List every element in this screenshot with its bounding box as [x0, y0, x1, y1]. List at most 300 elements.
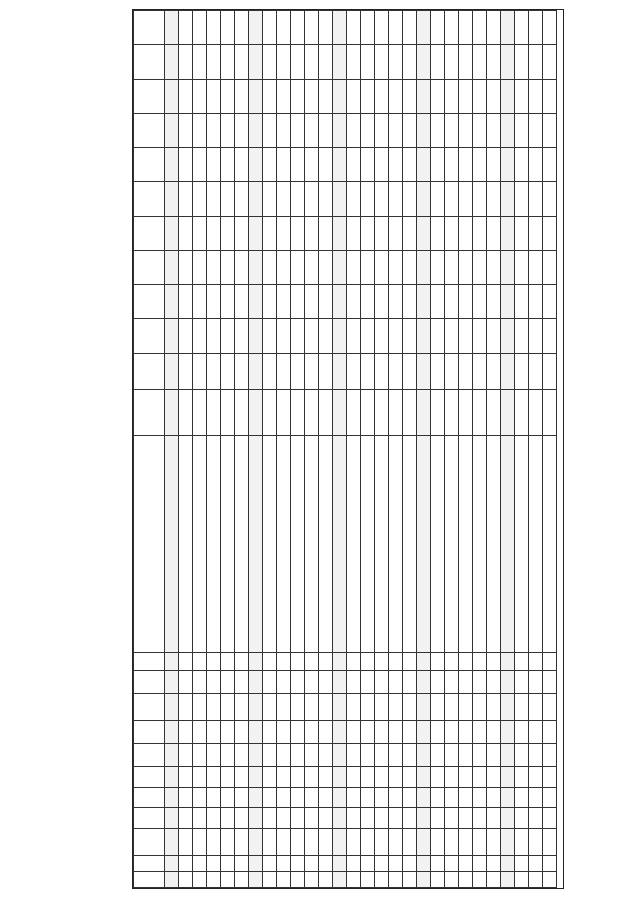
table-cell: [305, 45, 319, 79]
table-cell: [291, 182, 305, 216]
table-cell: [235, 216, 249, 250]
table-row: [403, 11, 417, 888]
table-cell: [249, 113, 263, 147]
table-cell: [193, 45, 207, 79]
table-cell: [445, 216, 459, 250]
table-cell: [263, 148, 277, 182]
table-cell: [291, 79, 305, 113]
table-cell: [529, 872, 543, 888]
table-cell: [403, 285, 417, 319]
table-cell: [277, 828, 291, 855]
table-cell: [179, 744, 193, 767]
table-cell: [221, 148, 235, 182]
table-row: [263, 11, 277, 888]
table-cell: [473, 808, 487, 829]
table-cell: [291, 721, 305, 744]
table-cell: [487, 285, 501, 319]
table-cell: [473, 11, 487, 45]
table-cell: [235, 353, 249, 390]
table-cell: [165, 45, 179, 79]
table-cell: [347, 390, 361, 436]
table-cell: [543, 721, 557, 744]
table-cell: [515, 285, 529, 319]
table-row: [333, 11, 347, 888]
table-cell: [207, 744, 221, 767]
table-cell: [361, 79, 375, 113]
table-cell: [291, 390, 305, 436]
table-cell: [487, 182, 501, 216]
table-row: [361, 11, 375, 888]
table-cell: [193, 856, 207, 872]
table-cell: [361, 872, 375, 888]
table-cell: [459, 435, 473, 652]
column-header: [134, 872, 165, 888]
table-cell: [221, 79, 235, 113]
table-cell: [277, 721, 291, 744]
table-cell: [193, 828, 207, 855]
table-cell: [459, 216, 473, 250]
table-cell: [333, 652, 347, 670]
table-cell: [515, 182, 529, 216]
table-row: [347, 11, 361, 888]
table-cell: [445, 828, 459, 855]
table-cell: [263, 250, 277, 284]
table-cell: [473, 79, 487, 113]
table-cell: [277, 216, 291, 250]
table-cell: [333, 787, 347, 808]
table-cell: [431, 787, 445, 808]
table-cell: [515, 435, 529, 652]
table-cell: [179, 828, 193, 855]
table-cell: [473, 45, 487, 79]
table-cell: [319, 285, 333, 319]
table-cell: [249, 872, 263, 888]
table-cell: [417, 113, 431, 147]
table-cell: [235, 693, 249, 720]
table-cell: [529, 721, 543, 744]
table-cell: [319, 216, 333, 250]
table-row: [235, 11, 249, 888]
table-cell: [319, 766, 333, 787]
table-cell: [501, 250, 515, 284]
table-cell: [403, 148, 417, 182]
table-cell: [249, 787, 263, 808]
table-cell: [529, 182, 543, 216]
table-cell: [501, 856, 515, 872]
table-cell: [235, 113, 249, 147]
table-cell: [165, 113, 179, 147]
table-cell: [263, 808, 277, 829]
table-row: [389, 11, 403, 888]
table-cell: [221, 787, 235, 808]
table-cell: [193, 808, 207, 829]
table-cell: [515, 872, 529, 888]
table-cell: [459, 693, 473, 720]
table-cell: [249, 353, 263, 390]
table-cell: [235, 79, 249, 113]
table-cell: [403, 744, 417, 767]
table-cell: [389, 435, 403, 652]
table-cell: [529, 828, 543, 855]
table-cell: [249, 435, 263, 652]
table-cell: [235, 721, 249, 744]
table-cell: [501, 285, 515, 319]
table-cell: [501, 652, 515, 670]
table-row: [277, 11, 291, 888]
data-table: [133, 10, 557, 888]
table-cell: [431, 148, 445, 182]
table-cell: [487, 148, 501, 182]
table-cell: [403, 113, 417, 147]
table-cell: [333, 148, 347, 182]
column-header: [134, 45, 165, 79]
table-cell: [501, 390, 515, 436]
table-cell: [375, 45, 389, 79]
table-cell: [179, 766, 193, 787]
table-cell: [445, 113, 459, 147]
table-cell: [165, 787, 179, 808]
table-cell: [501, 693, 515, 720]
table-cell: [291, 828, 305, 855]
table-cell: [347, 671, 361, 694]
table-row: [165, 11, 179, 888]
table-cell: [487, 353, 501, 390]
table-cell: [235, 766, 249, 787]
table-row: [487, 11, 501, 888]
table-cell: [165, 766, 179, 787]
table-cell: [403, 856, 417, 872]
table-cell: [375, 250, 389, 284]
table-cell: [431, 693, 445, 720]
table-row: [179, 11, 193, 888]
table-cell: [361, 353, 375, 390]
table-row: [529, 11, 543, 888]
table-cell: [459, 808, 473, 829]
table-cell: [403, 693, 417, 720]
table-cell: [375, 79, 389, 113]
table-cell: [375, 693, 389, 720]
table-cell: [263, 828, 277, 855]
table-cell: [221, 390, 235, 436]
table-cell: [431, 113, 445, 147]
table-cell: [319, 721, 333, 744]
table-cell: [165, 721, 179, 744]
table-cell: [473, 787, 487, 808]
table-cell: [235, 435, 249, 652]
table-cell: [529, 652, 543, 670]
table-cell: [305, 671, 319, 694]
table-cell: [319, 693, 333, 720]
table-cell: [389, 250, 403, 284]
table-cell: [389, 808, 403, 829]
table-cell: [347, 285, 361, 319]
table-cell: [389, 721, 403, 744]
table-cell: [277, 113, 291, 147]
table-cell: [445, 856, 459, 872]
table-cell: [445, 808, 459, 829]
table-cell: [501, 828, 515, 855]
table-cell: [291, 787, 305, 808]
table-cell: [473, 113, 487, 147]
table-cell: [347, 721, 361, 744]
table-cell: [529, 353, 543, 390]
table-cell: [473, 744, 487, 767]
table-cell: [193, 353, 207, 390]
table-cell: [221, 652, 235, 670]
table-cell: [263, 435, 277, 652]
table-cell: [543, 828, 557, 855]
table-cell: [473, 182, 487, 216]
table-cell: [459, 45, 473, 79]
table-cell: [375, 671, 389, 694]
table-cell: [305, 856, 319, 872]
table-cell: [403, 390, 417, 436]
column-header: [134, 250, 165, 284]
table-cell: [459, 353, 473, 390]
table-cell: [179, 182, 193, 216]
table-cell: [249, 721, 263, 744]
table-cell: [389, 45, 403, 79]
table-cell: [487, 250, 501, 284]
table-cell: [319, 250, 333, 284]
table-cell: [207, 250, 221, 284]
table-cell: [515, 744, 529, 767]
table-cell: [347, 828, 361, 855]
table-cell: [487, 828, 501, 855]
table-cell: [263, 744, 277, 767]
table-cell: [179, 113, 193, 147]
table-cell: [249, 808, 263, 829]
table-cell: [235, 671, 249, 694]
table-cell: [515, 652, 529, 670]
table-cell: [403, 652, 417, 670]
table-cell: [333, 113, 347, 147]
table-cell: [361, 808, 375, 829]
table-cell: [501, 182, 515, 216]
table-cell: [501, 721, 515, 744]
table-cell: [305, 693, 319, 720]
table-cell: [347, 693, 361, 720]
table-cell: [501, 872, 515, 888]
table-cell: [431, 808, 445, 829]
table-cell: [235, 250, 249, 284]
table-cell: [487, 872, 501, 888]
table-cell: [445, 353, 459, 390]
column-header: [134, 808, 165, 829]
table-cell: [543, 787, 557, 808]
table-cell: [473, 872, 487, 888]
table-cell: [193, 79, 207, 113]
table-cell: [263, 390, 277, 436]
table-cell: [305, 148, 319, 182]
table-cell: [459, 390, 473, 436]
table-row: [319, 11, 333, 888]
table-cell: [361, 671, 375, 694]
table-cell: [347, 250, 361, 284]
table-cell: [249, 319, 263, 353]
table-cell: [165, 872, 179, 888]
table-cell: [361, 828, 375, 855]
table-row: [459, 11, 473, 888]
table-cell: [417, 652, 431, 670]
table-cell: [277, 787, 291, 808]
table-cell: [543, 390, 557, 436]
table-cell: [487, 787, 501, 808]
table-row: [207, 11, 221, 888]
table-cell: [459, 787, 473, 808]
table-cell: [515, 250, 529, 284]
table-cell: [165, 285, 179, 319]
table-cell: [347, 766, 361, 787]
table-cell: [333, 435, 347, 652]
table-cell: [319, 79, 333, 113]
table-cell: [249, 250, 263, 284]
table-cell: [375, 808, 389, 829]
table-cell: [221, 182, 235, 216]
table-cell: [543, 693, 557, 720]
table-cell: [263, 11, 277, 45]
column-header: [134, 148, 165, 182]
table-cell: [193, 721, 207, 744]
table-cell: [193, 250, 207, 284]
table-cell: [347, 744, 361, 767]
table-cell: [543, 182, 557, 216]
table-cell: [487, 856, 501, 872]
table-cell: [319, 652, 333, 670]
table-cell: [417, 45, 431, 79]
table-cell: [417, 671, 431, 694]
table-cell: [277, 319, 291, 353]
table-cell: [375, 113, 389, 147]
table-cell: [361, 744, 375, 767]
table-cell: [417, 250, 431, 284]
table-cell: [403, 11, 417, 45]
table-cell: [515, 319, 529, 353]
table-cell: [235, 182, 249, 216]
table-cell: [319, 787, 333, 808]
table-cell: [221, 721, 235, 744]
table-cell: [403, 319, 417, 353]
table-cell: [459, 182, 473, 216]
table-cell: [543, 353, 557, 390]
table-cell: [445, 671, 459, 694]
table-cell: [501, 744, 515, 767]
table-cell: [361, 319, 375, 353]
table-cell: [361, 148, 375, 182]
table-cell: [291, 744, 305, 767]
table-cell: [193, 671, 207, 694]
table-cell: [207, 390, 221, 436]
table-cell: [431, 182, 445, 216]
table-cell: [473, 435, 487, 652]
table-cell: [221, 693, 235, 720]
table-cell: [361, 766, 375, 787]
table-cell: [235, 872, 249, 888]
table-cell: [445, 11, 459, 45]
table-cell: [417, 11, 431, 45]
table-cell: [431, 45, 445, 79]
table-cell: [361, 856, 375, 872]
table-row: [375, 11, 389, 888]
table-cell: [417, 766, 431, 787]
table-cell: [207, 766, 221, 787]
table-row: [249, 11, 263, 888]
table-cell: [445, 319, 459, 353]
table-cell: [277, 872, 291, 888]
table-cell: [319, 45, 333, 79]
table-cell: [207, 45, 221, 79]
table-cell: [347, 79, 361, 113]
table-row: [515, 11, 529, 888]
table-cell: [501, 808, 515, 829]
table-cell: [515, 79, 529, 113]
table-cell: [473, 250, 487, 284]
table-cell: [347, 216, 361, 250]
table-cell: [347, 11, 361, 45]
table-cell: [193, 148, 207, 182]
table-cell: [291, 285, 305, 319]
table-cell: [165, 808, 179, 829]
table-cell: [361, 182, 375, 216]
table-cell: [305, 828, 319, 855]
column-header: [134, 435, 165, 652]
table-cell: [347, 353, 361, 390]
table-cell: [501, 353, 515, 390]
table-cell: [207, 693, 221, 720]
table-cell: [417, 285, 431, 319]
table-cell: [165, 390, 179, 436]
column-header: [134, 113, 165, 147]
table-cell: [459, 250, 473, 284]
table-cell: [263, 113, 277, 147]
table-cell: [319, 872, 333, 888]
table-cell: [529, 671, 543, 694]
table-cell: [165, 652, 179, 670]
table-cell: [333, 766, 347, 787]
table-cell: [389, 182, 403, 216]
table-cell: [193, 11, 207, 45]
title-block: [94, 153, 124, 753]
table-cell: [347, 872, 361, 888]
legend-line: [610, 635, 615, 895]
table-cell: [207, 113, 221, 147]
table-cell: [445, 182, 459, 216]
table-cell: [333, 250, 347, 284]
table-cell: [179, 435, 193, 652]
table-cell: [193, 319, 207, 353]
table-cell: [305, 182, 319, 216]
table-cell: [179, 353, 193, 390]
table-cell: [249, 744, 263, 767]
column-header: [134, 766, 165, 787]
table-cell: [431, 353, 445, 390]
table-cell: [277, 353, 291, 390]
table-cell: [445, 693, 459, 720]
table-cell: [179, 872, 193, 888]
table-cell: [305, 113, 319, 147]
table-cell: [515, 693, 529, 720]
table-cell: [361, 11, 375, 45]
table-cell: [221, 435, 235, 652]
table-cell: [263, 693, 277, 720]
table-cell: [193, 216, 207, 250]
column-header: [134, 721, 165, 744]
table-cell: [193, 390, 207, 436]
table-cell: [515, 856, 529, 872]
table-cell: [389, 353, 403, 390]
table-cell: [221, 872, 235, 888]
table-cell: [207, 721, 221, 744]
